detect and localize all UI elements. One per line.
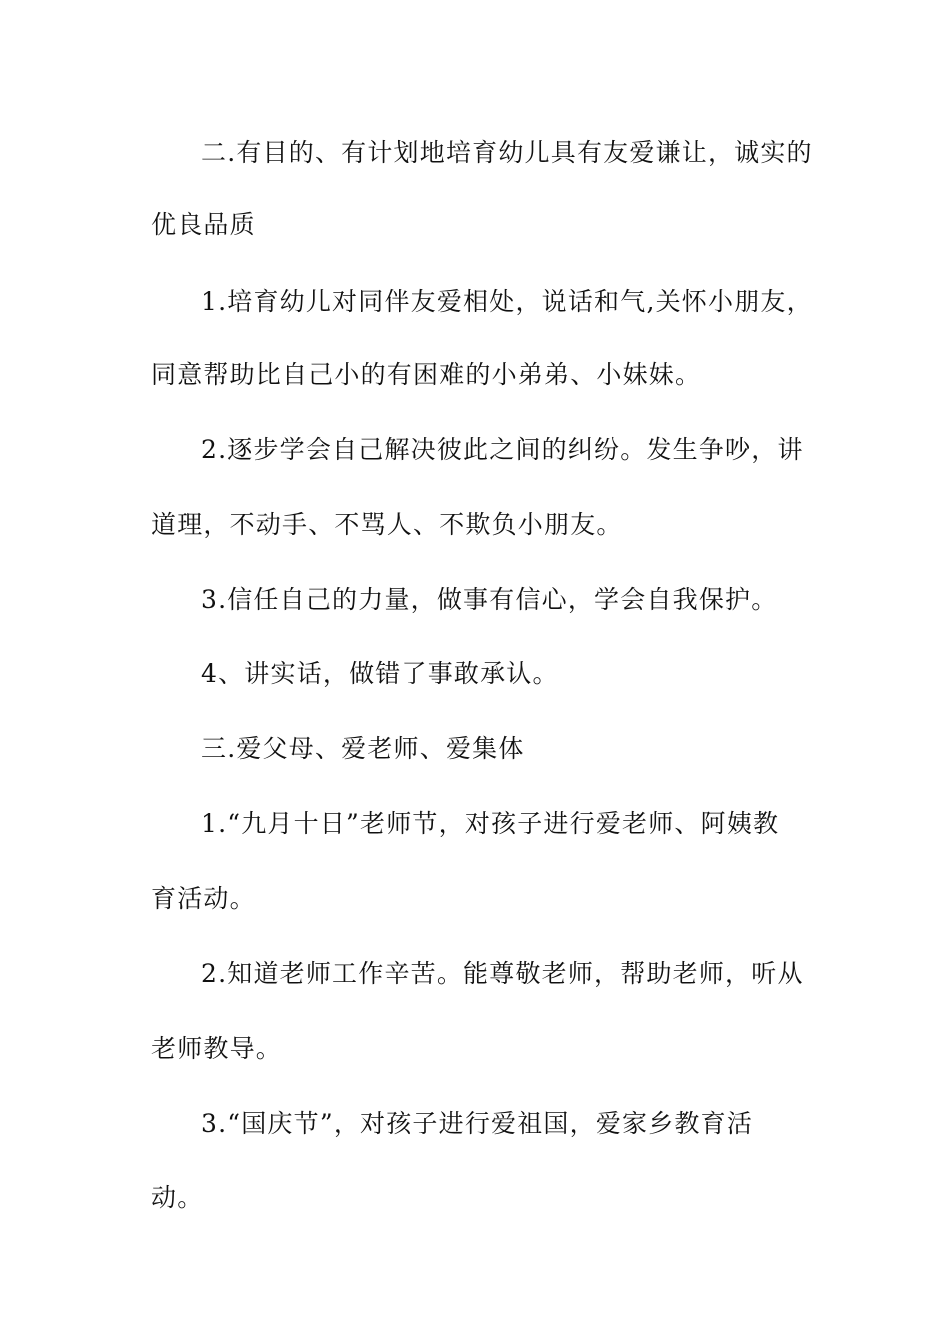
heading-section-two: 二.有目的、有计划地培育幼儿具有友爱谦让，诚实的 xyxy=(201,138,813,167)
paragraph-line: 老师教导。 xyxy=(151,1034,283,1063)
paragraph-line: 动。 xyxy=(151,1183,204,1212)
paragraph-line: 道理，不动手、不骂人、不欺负小朋友。 xyxy=(151,510,623,539)
list-item-1: 1.“九月十日”老师节，对孩子进行爱老师、阿姨教 xyxy=(201,809,780,838)
list-item-2: 2.知道老师工作辛苦。能尊敬老师，帮助老师，听从 xyxy=(201,959,804,988)
list-item-4: 4、讲实话，做错了事敢承认。 xyxy=(201,659,559,688)
paragraph-line: 优良品质 xyxy=(151,210,256,239)
heading-section-three: 三.爱父母、爱老师、爱集体 xyxy=(201,734,525,763)
paragraph-line: 同意帮助比自己小的有困难的小弟弟、小妹妹。 xyxy=(151,360,702,389)
list-item-3: 3.信任自己的力量，做事有信心，学会自我保护。 xyxy=(201,585,778,614)
list-item-1: 1.培育幼儿对同伴友爱相处，说话和气,关怀小朋友， xyxy=(201,287,813,316)
paragraph-line: 育活动。 xyxy=(151,884,256,913)
list-item-3: 3.“国庆节”，对孩子进行爱祖国，爱家乡教育活 xyxy=(201,1109,754,1138)
list-item-2: 2.逐步学会自己解决彼此之间的纠纷。发生争吵，讲 xyxy=(201,435,804,464)
